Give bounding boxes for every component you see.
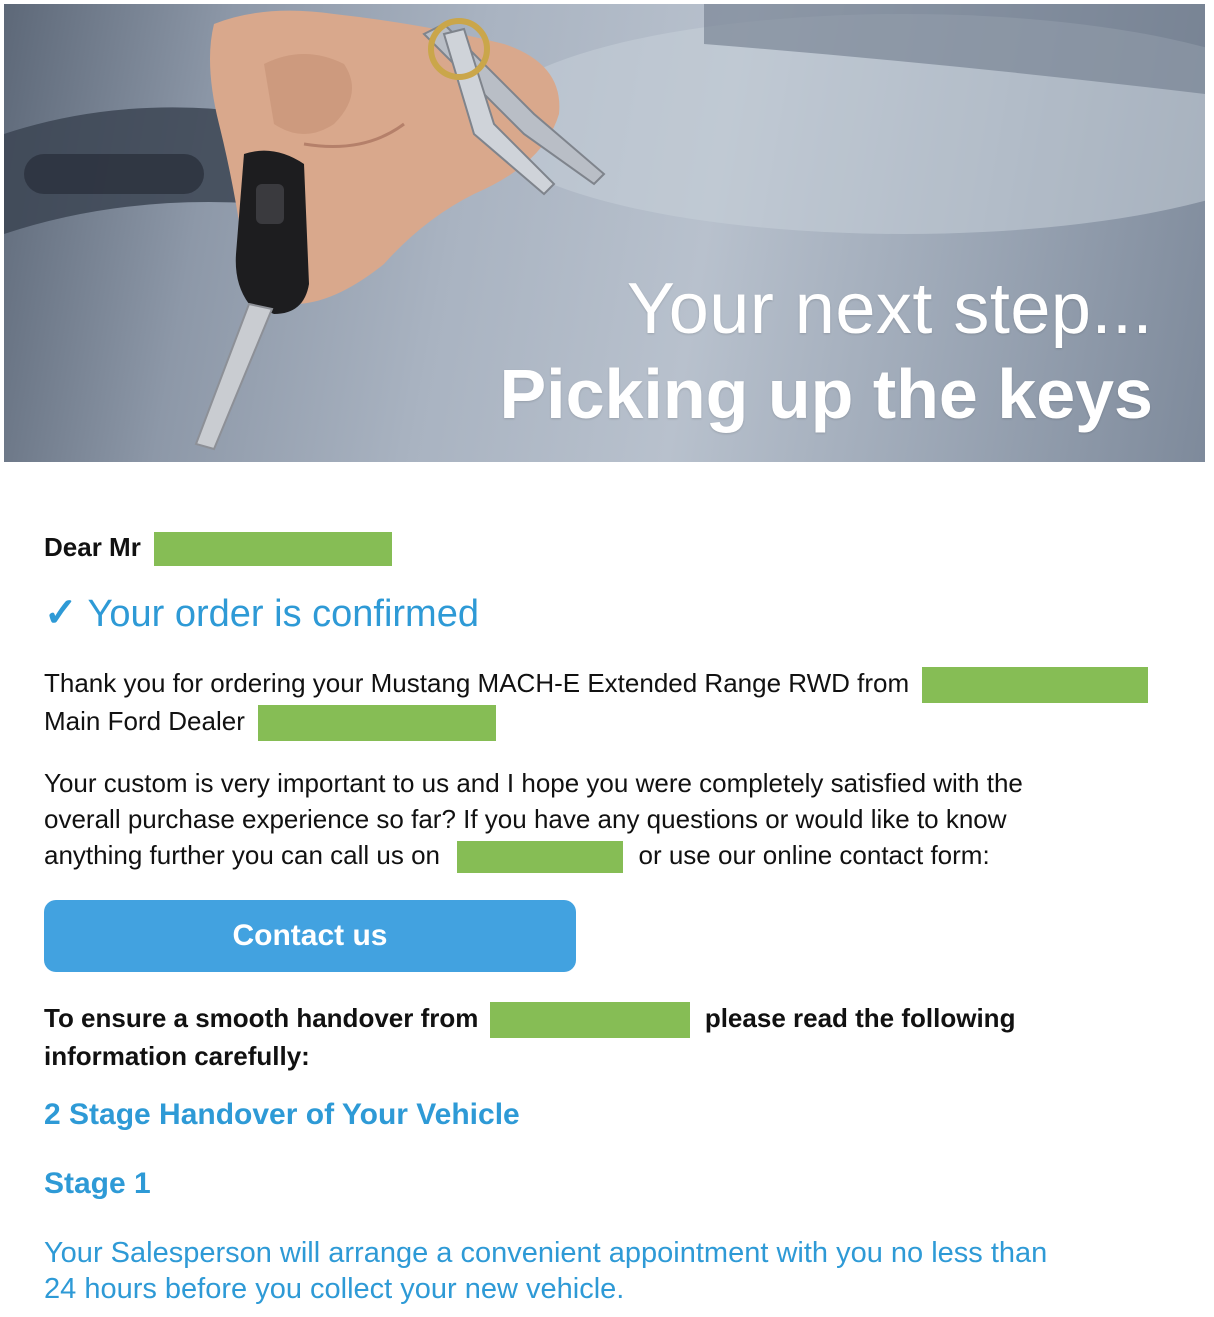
custom-paragraph xyxy=(44,765,1023,873)
order-confirmed-text: Your order is confirmed xyxy=(87,593,479,635)
greeting xyxy=(44,532,392,566)
greeting-text: Dear Mr xyxy=(44,532,141,562)
stage1-title: Stage 1 xyxy=(44,1167,151,1200)
handover-line1-b: please read the following xyxy=(704,1003,1016,1033)
handover-intro xyxy=(44,1000,1015,1074)
contact-us-button[interactable]: Contact us xyxy=(44,900,576,972)
intro-line2: Main Ford Dealer xyxy=(44,706,245,737)
intro-paragraph xyxy=(44,665,1148,741)
order-confirmed-heading xyxy=(44,590,479,636)
redacted-dealer-location xyxy=(258,705,496,741)
stage1-line2: 24 hours before you collect your new vehicle. xyxy=(44,1273,625,1305)
custom-line3-a: anything further you can call us on xyxy=(44,840,441,870)
redacted-dealer-name xyxy=(922,667,1148,703)
hero-heading-line2: Picking up the keys xyxy=(499,355,1153,433)
custom-line3-b: or use our online contact form: xyxy=(638,840,990,870)
hero-banner xyxy=(4,4,1205,462)
handover-section-title: 2 Stage Handover of Your Vehicle xyxy=(44,1098,520,1131)
handover-line1-a: To ensure a smooth handover from xyxy=(44,1003,479,1033)
handover-line2: information carefully: xyxy=(44,1041,310,1072)
intro-line1: Thank you for ordering your Mustang MACH-E Extended Range RWD from xyxy=(44,668,910,698)
check-icon: ✓ xyxy=(44,591,78,635)
stage1-line1: Your Salesperson will arrange a convenient appointment with you no less than xyxy=(44,1237,1048,1269)
redacted-phone-number xyxy=(457,841,623,873)
custom-line2: overall purchase experience so far? If you have any questions or would like to know xyxy=(44,804,1007,834)
hero-heading-line1: Your next step... xyxy=(626,269,1153,349)
stage1-paragraph xyxy=(44,1235,1047,1307)
redacted-name xyxy=(154,532,392,566)
redacted-dealer-name-2 xyxy=(490,1002,690,1038)
custom-line1: Your custom is very important to us and I hope you were completely satisfied with the xyxy=(44,768,1023,798)
